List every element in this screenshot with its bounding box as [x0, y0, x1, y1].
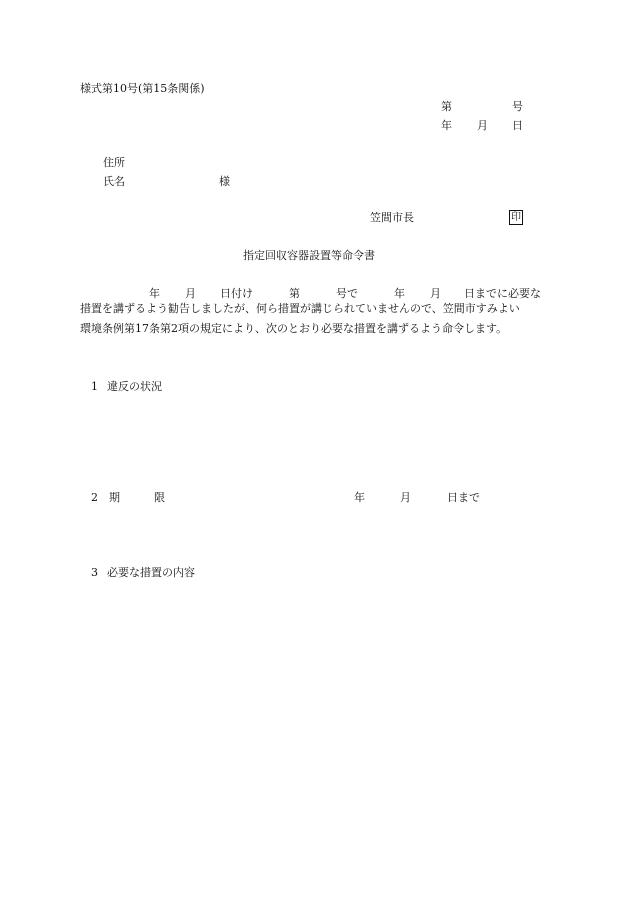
section-2-month: 月 [400, 491, 411, 504]
section-2-label-b: 限 [154, 491, 165, 504]
address-label: 住所 [103, 156, 125, 169]
honorific: 様 [219, 175, 230, 188]
body-line-3: 環境条例第17条第2項の規定により、次のとおり必要な措置を講ずるよう命令します。 [80, 322, 508, 335]
date-year: 年 [441, 119, 452, 132]
doc-number-dai: 第 [441, 100, 452, 113]
section-2-number: 2 [91, 491, 98, 504]
body-dai: 第 [289, 287, 300, 300]
body-dated: 日付け [220, 287, 253, 300]
name-label: 氏名 [103, 175, 125, 188]
body-tail: 日までに必要な [464, 287, 541, 300]
document-title: 指定回収容器設置等命令書 [243, 249, 375, 262]
section-3-number: 3 [91, 566, 98, 579]
issuer-title: 笠間市長 [370, 211, 414, 224]
date-day: 日 [512, 119, 523, 132]
body-line-2: 措置を講ずるよう勧告しましたが、何ら措置が講じられていませんので、笠間市すみよい [80, 302, 520, 315]
seal-mark: 印 [511, 212, 521, 223]
section-3-label: 必要な措置の内容 [107, 566, 195, 579]
section-1-label: 違反の状況 [107, 380, 162, 393]
issuer-seal [509, 210, 523, 225]
body-month2: 月 [430, 287, 441, 300]
body-month: 月 [185, 287, 196, 300]
doc-number-go: 号 [512, 100, 523, 113]
body-gode: 号で [336, 287, 358, 300]
section-1-number: 1 [91, 380, 98, 393]
form-number: 様式第10号(第15条関係) [80, 82, 205, 95]
section-2-label-a: 期 [109, 491, 120, 504]
body-year2: 年 [394, 287, 405, 300]
body-year: 年 [149, 287, 160, 300]
section-2-year: 年 [354, 491, 365, 504]
section-2-tail: 日まで [447, 491, 480, 504]
date-month: 月 [477, 119, 488, 132]
